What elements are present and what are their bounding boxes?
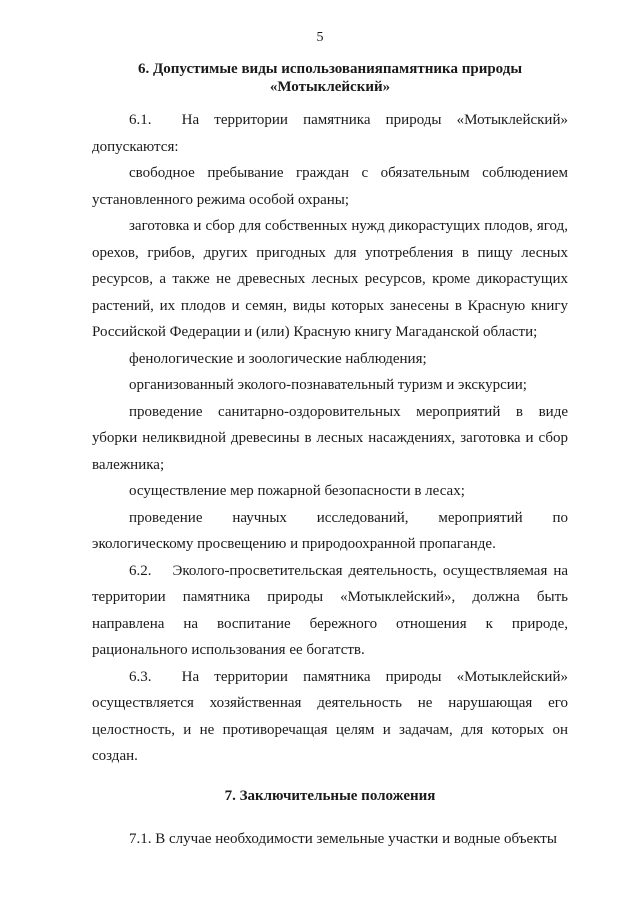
paragraph-7-1: 7.1. В случае необходимости земельные участки и водные объекты [129,831,557,847]
paragraph-6-2: 6.2. Эколого-просветительская деятельность, осуществляемая на территории памятника природы «Мотыклейский», должна быть направлена на воспитание бережного отношения к природе, рационального использования ее богатств. [92,562,568,658]
list-item: заготовка и сбор для собственных нужд дикорастущих плодов, ягод, орехов, грибов, других пригодных для употребления в пищу лесных ресурсов, а также не древесных лесных ресурсов, кроме дикорастущих растений, их плодов и семян, виды которых занесены в Красную книгу Российской Федерации и (или) Красную книгу Магаданской области; [92,218,568,340]
list-item: проведение научных исследований, мероприятий по экологическому просвещению и природоохранной пропаганде. [92,509,568,552]
section-6-title [92,60,568,96]
list-item: осуществление мер пожарной безопасности в лесах; [129,483,465,499]
list-item: фенологические и зоологические наблюдения; [129,350,427,367]
page-number: 5 [316,30,324,45]
section-6-title-line-1: 6. Допустимые виды использованияпамятника природы [137,61,523,77]
list-item: организованный эколого-познавательный туризм и экскурсии; [129,377,527,393]
list-item: свободное пребывание граждан с обязательным соблюдением установленного режима особой охраны; [92,165,568,208]
paragraph-6-3: 6.3. На территории памятника природы «Мотыклейский» осуществляется хозяйственная деятельность не нарушающая его целостность, и не противоречащая целям и задачам, для которых он создан. [92,668,568,764]
section-7-title: 7. Заключительные положения [224,788,436,804]
list-item: проведение санитарно-оздоровительных мероприятий в виде уборки неликвидной древесины в лесных насаждениях, заготовка и сбор валежника; [92,403,568,473]
section-6-title-line-2: «Мотыклейский» [269,79,391,95]
section-6-body [92,107,568,770]
paragraph-6-1: 6.1. На территории памятника природы «Мотыклейский» допускаются: [92,112,568,155]
